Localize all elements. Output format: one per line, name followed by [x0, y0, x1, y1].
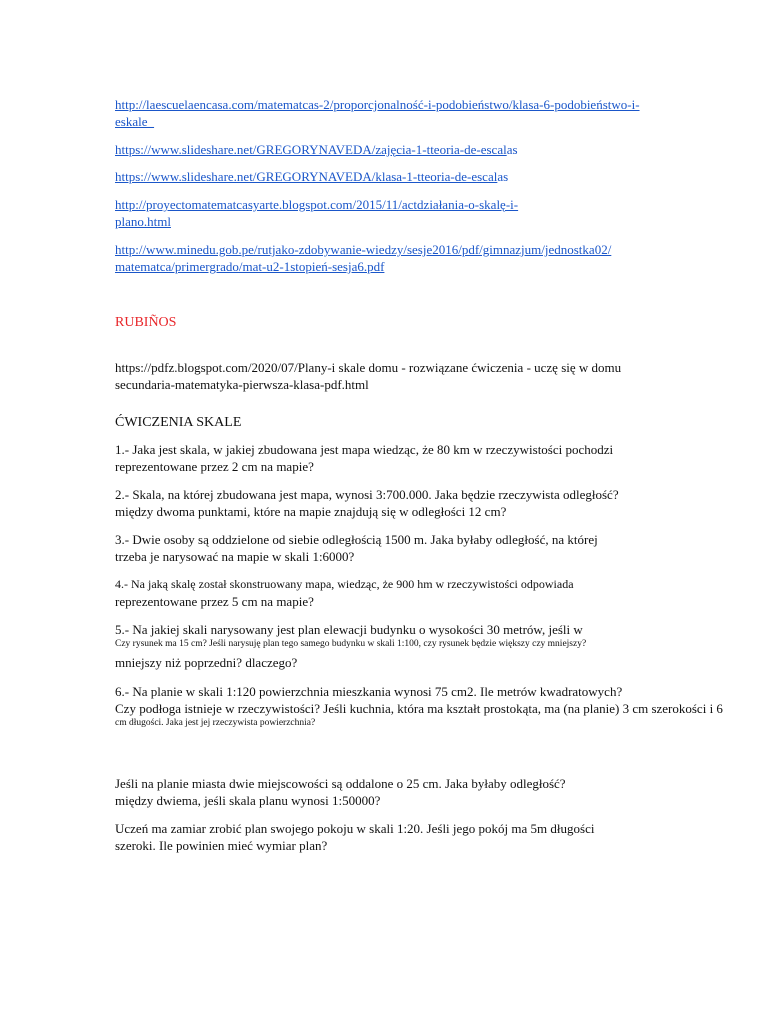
- extra-problem-1: [115, 775, 755, 809]
- exercise-5: [115, 621, 755, 671]
- exercise-2-line-1: 2.- Skala, na której zbudowana jest mapa, wynosi 3:700.000. Jaka będzie rzeczywista odległość?: [115, 487, 619, 502]
- link-4-line-2[interactable]: plano.html: [115, 214, 171, 229]
- exercise-5-line-1: 5.- Na jakiej skali narysowany jest plan elewacji budynku o wysokości 30 metrów, jeśli w: [115, 622, 583, 637]
- exercise-6-small-line: cm długości. Jaka jest jej rzeczywista powierzchnia?: [115, 718, 316, 728]
- exercise-1-line-1: 1.- Jaka jest skala, w jakiej zbudowana jest mapa wiedząc, że 80 km w rzeczywistości pochodzi: [115, 442, 614, 457]
- exercise-4-line-1: 4.- Na jaką skalę został skonstruowany mapa, wiedząc, że 900 hm w rzeczywistości odpowiada: [115, 577, 574, 591]
- link-1-line-2[interactable]: eskale_: [115, 114, 154, 129]
- exercise-6: [115, 683, 755, 729]
- link-1[interactable]: [115, 96, 755, 130]
- exercise-2: [115, 486, 755, 520]
- link-4[interactable]: [115, 196, 755, 230]
- source-line-1: https://pdfz.blogspot.com/2020/07/Plany-i skale domu - rozwiązane ćwiczenia - uczę się w domu: [115, 360, 622, 375]
- exercise-5-line-2: mniejszy niż poprzedni? dlaczego?: [115, 655, 298, 670]
- link-5[interactable]: [115, 241, 755, 275]
- link-2-tail: as: [506, 142, 518, 157]
- exercise-5-small-line: Czy rysunek ma 15 cm? Jeśli narysuję plan tego samego budynku w skali 1:100, czy rysunek będzie większy czy mniejszy?: [115, 639, 587, 649]
- extra-2-line-2: szeroki. Ile powinien mieć wymiar plan?: [115, 838, 328, 853]
- exercise-6-line-2: Czy podłoga istnieje w rzeczywistości? Jeśli kuchnia, która ma kształt prostokąta, ma (na planie) 3 cm szerokości i 6: [115, 701, 723, 716]
- extra-1-line-1: Jeśli na planie miasta dwie miejscowości są oddalone o 25 cm. Jaka byłaby odległość?: [115, 776, 566, 791]
- link-1-line-1[interactable]: http://laescuelaencasa.com/matematcas-2/proporcjonalność-i-podobieństwo/klasa-6-podobieństwo-i-: [115, 97, 640, 112]
- link-5-line-2[interactable]: matematca/primergrado/mat-u2-1stopień-sesja6.pdf: [115, 259, 385, 274]
- link-3-text[interactable]: https://www.slideshare.net/GREGORYNAVEDA/klasa-1-tteoria-de-escal: [115, 169, 498, 184]
- section-heading: ĆWICZENIA SKALE: [115, 415, 242, 430]
- link-5-line-1[interactable]: http://www.minedu.gob.pe/rutjako-zdobywanie-wiedzy/sesje2016/pdf/gimnazjum/jednostka02/: [115, 242, 612, 257]
- link-3[interactable]: [115, 168, 755, 185]
- exercise-3-line-1: 3.- Dwie osoby są oddzielone od siebie odległością 1500 m. Jaka byłaby odległość, na której: [115, 532, 598, 547]
- exercise-6-line-1: 6.- Na planie w skali 1:120 powierzchnia mieszkania wynosi 75 cm2. Ile metrów kwadratowych?: [115, 684, 623, 699]
- extra-problem-2: [115, 820, 755, 854]
- source-url: [115, 359, 755, 393]
- exercise-1-line-2: reprezentowane przez 2 cm na mapie?: [115, 459, 314, 474]
- source-line-2: secundaria-matematyka-pierwsza-klasa-pdf.html: [115, 377, 369, 392]
- exercise-3-line-2: trzeba je narysować na mapie w skali 1:6000?: [115, 549, 355, 564]
- exercise-1: [115, 441, 755, 475]
- exercise-4: [115, 576, 755, 610]
- exercise-2-line-2: między dwoma punktami, które na mapie znajdują się w odległości 12 cm?: [115, 504, 507, 519]
- exercise-3: [115, 531, 755, 565]
- extra-1-line-2: między dwiema, jeśli skala planu wynosi 1:50000?: [115, 793, 381, 808]
- link-4-line-1[interactable]: http://proyectomatematcasyarte.blogspot.com/2015/11/actdziałania-o-skalę-i-: [115, 197, 519, 212]
- author-label: RUBIÑOS: [115, 315, 177, 330]
- exercise-4-line-2: reprezentowane przez 5 cm na mapie?: [115, 594, 314, 609]
- link-2[interactable]: [115, 141, 755, 158]
- link-3-tail: as: [497, 169, 509, 184]
- extra-2-line-1: Uczeń ma zamiar zrobić plan swojego pokoju w skali 1:20. Jeśli jego pokój ma 5m długości: [115, 821, 595, 836]
- link-2-text[interactable]: https://www.slideshare.net/GREGORYNAVEDA/zajęcia-1-tteoria-de-escal: [115, 142, 507, 157]
